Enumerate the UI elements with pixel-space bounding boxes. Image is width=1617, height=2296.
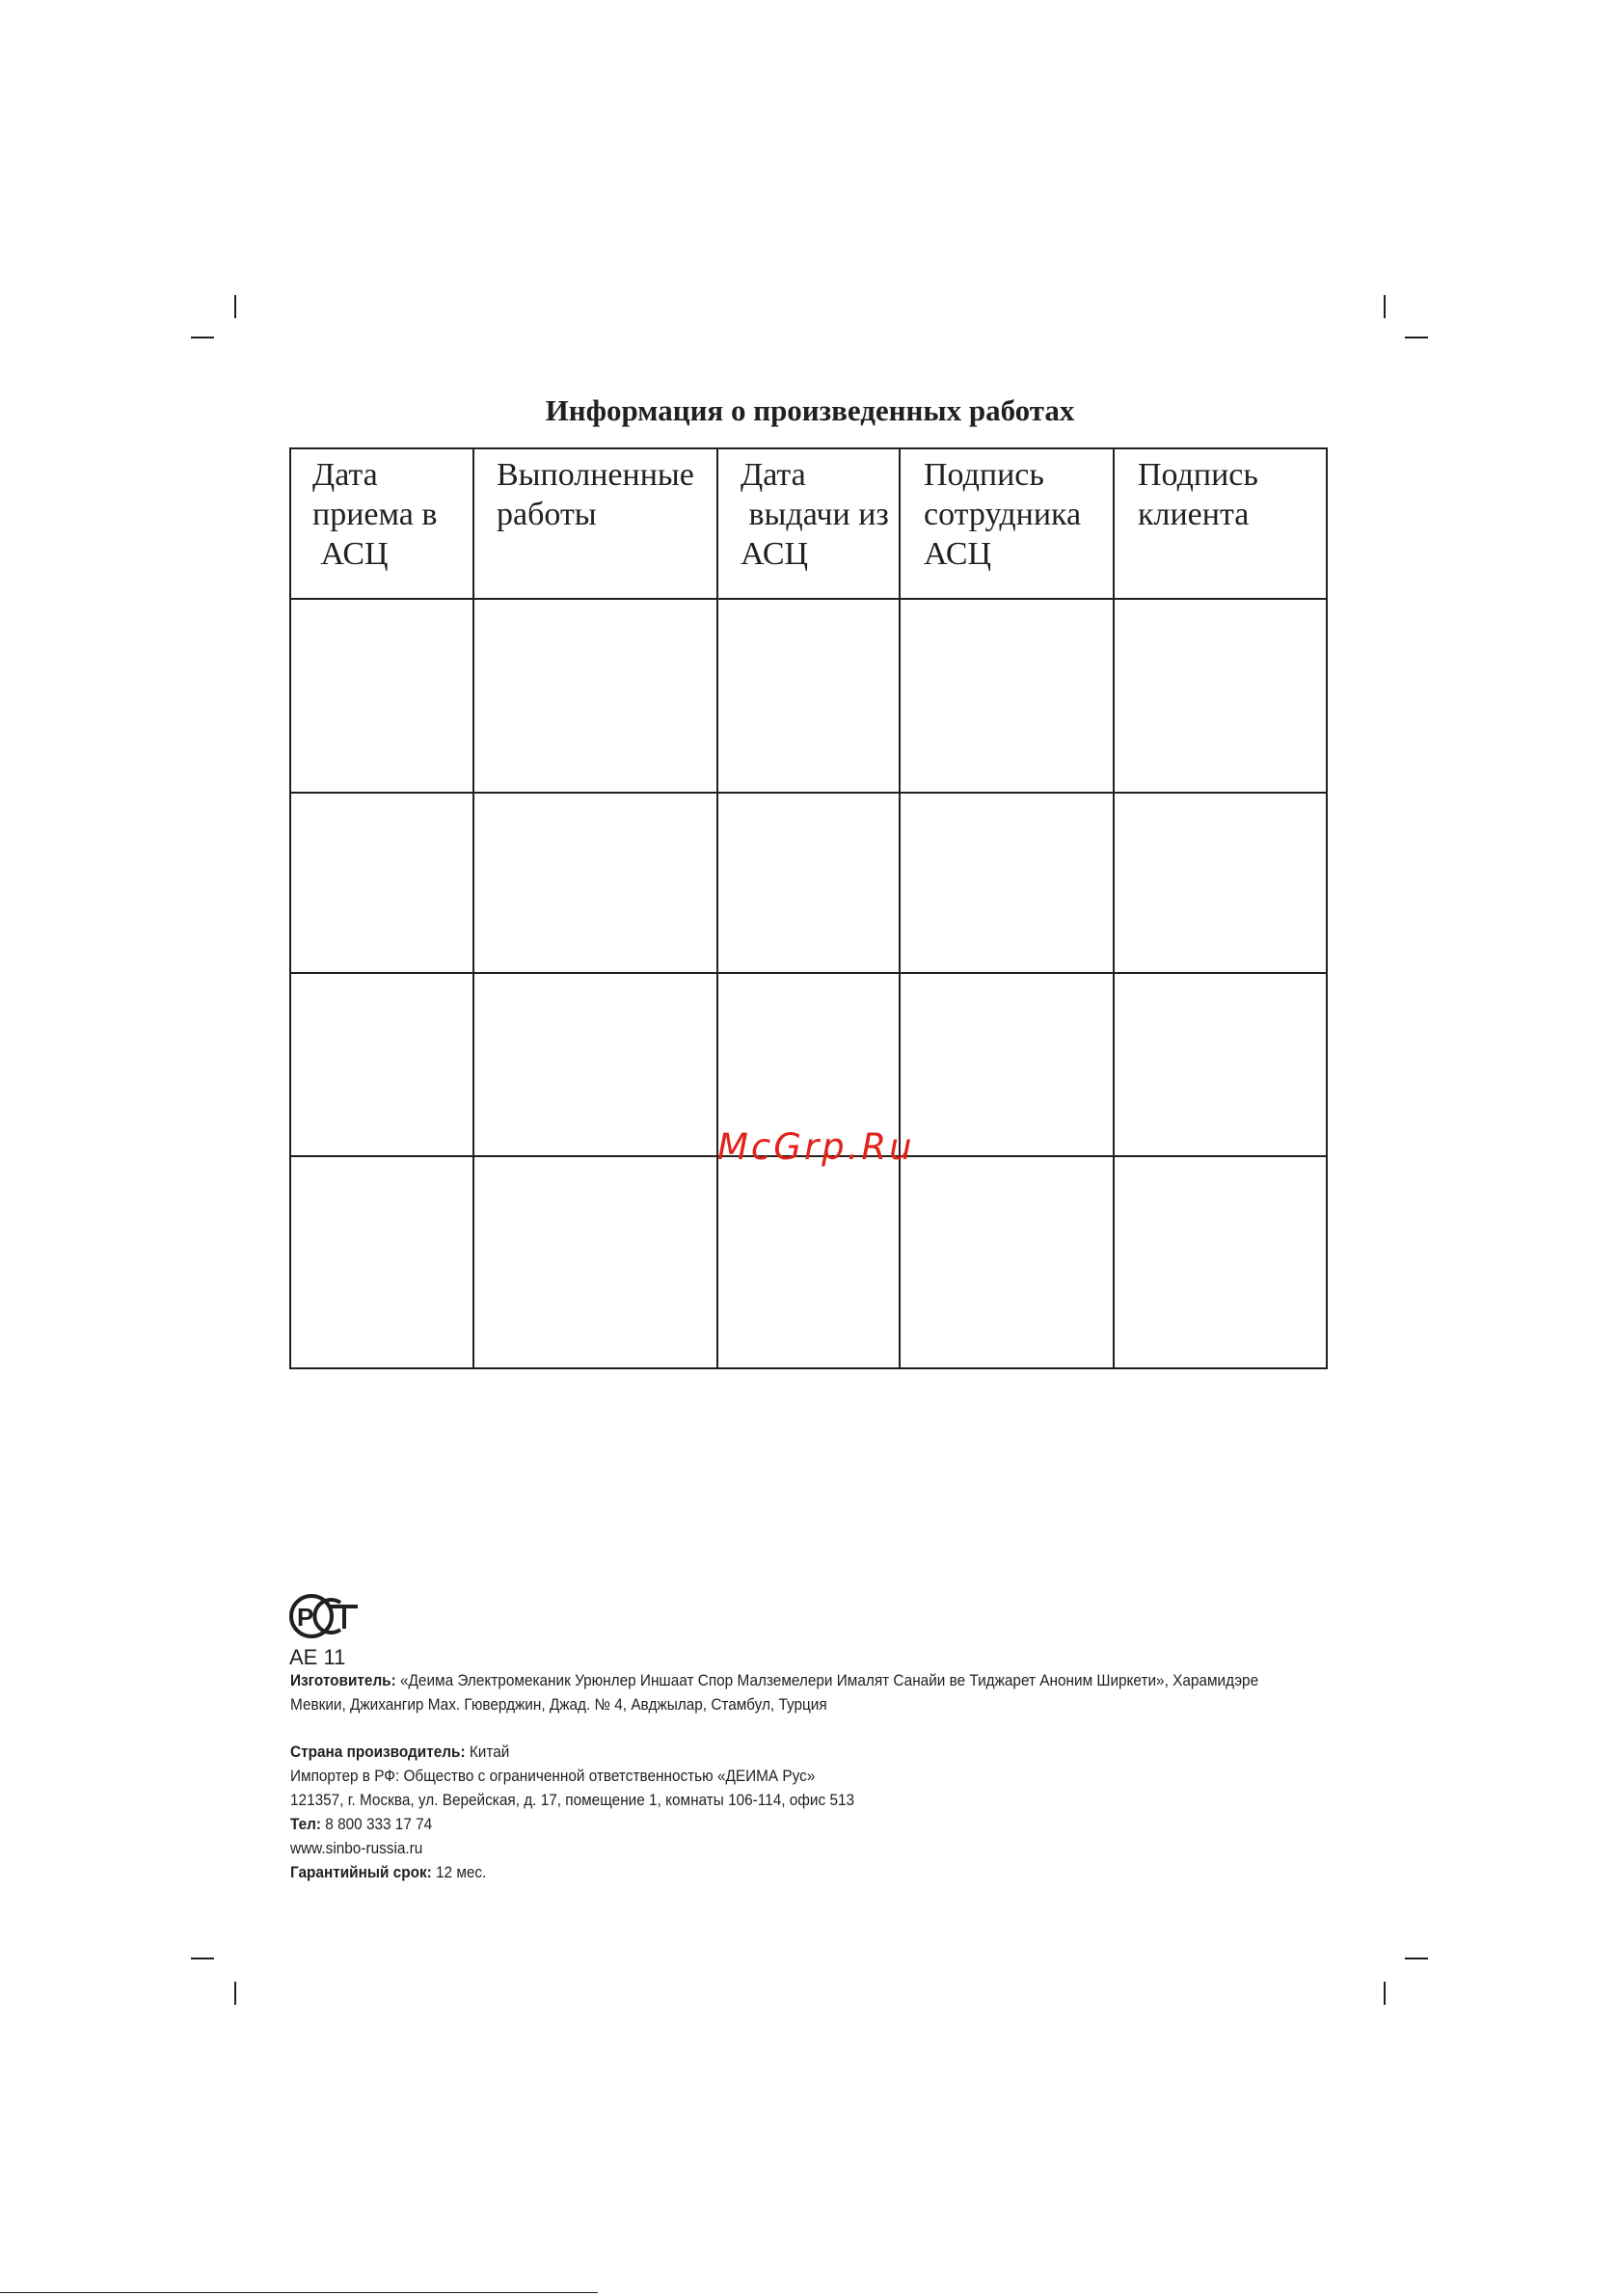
phone-label: Тел: <box>290 1816 322 1833</box>
certification-code: AE 11 <box>289 1645 346 1669</box>
header-employee-signature: Подпись сотрудника АСЦ <box>924 457 1082 572</box>
column-divider <box>899 449 901 1367</box>
importer-line: Импортер в РФ: Общество с ограниченной ответственностью «ДЕИМА Рус» <box>290 1768 816 1785</box>
phone-line <box>290 1813 1268 1837</box>
column-divider <box>716 449 718 1367</box>
page-title: Информация о произведенных работах <box>545 393 1075 427</box>
warranty-line <box>290 1861 1268 1885</box>
crop-mark-top-left-v <box>234 295 236 318</box>
crop-mark-bottom-left-h <box>191 1958 214 1959</box>
watermark: McGrp.Ru <box>717 1126 915 1168</box>
warranty-label: Гарантийный срок: <box>290 1864 432 1881</box>
crop-mark-top-left-h <box>191 337 214 338</box>
crop-mark-bottom-right-h <box>1405 1958 1428 1959</box>
pct-certification-logo <box>288 1590 360 1642</box>
manufacturer-address: Мевкии, Джихангир Мах. Гюверджин, Джад. № 4, Авджылар, Стамбул, Турция <box>290 1696 827 1714</box>
row-divider <box>291 972 1326 974</box>
crop-mark-top-right-h <box>1405 337 1428 338</box>
country-value: Китай <box>465 1743 510 1761</box>
warranty-value: 12 мес. <box>431 1864 487 1881</box>
column-divider <box>472 449 474 1367</box>
website-link[interactable]: www.sinbo-russia.ru <box>290 1840 423 1857</box>
manufacturer-info <box>290 1669 1268 1885</box>
manufacturer-line <box>290 1669 1268 1693</box>
row-divider <box>291 792 1326 794</box>
country-line <box>290 1741 1268 1765</box>
work-log-table <box>289 447 1328 1369</box>
crop-mark-bottom-right-v <box>1384 1982 1386 2005</box>
row-divider <box>291 598 1326 600</box>
footer-rule <box>0 2292 598 2293</box>
manufacturer-name: «Деима Электромеканик Урюнлер Иншаат Спор Малземелери Ималят Санайи ве Тиджарет Аноним Ширкети», Харамидэре <box>395 1672 1259 1689</box>
header-client-signature: Подпись клиента <box>1138 457 1258 532</box>
manufacturer-label: Изготовитель: <box>290 1672 396 1689</box>
country-label: Страна производитель: <box>290 1743 466 1761</box>
column-divider <box>1113 449 1115 1367</box>
crop-mark-top-right-v <box>1384 295 1386 318</box>
header-work-done: Выполненные работы <box>497 457 694 532</box>
header-date-received: Дата приема в АСЦ <box>312 457 438 572</box>
phone-value: 8 800 333 17 74 <box>321 1816 433 1833</box>
header-date-issued: Дата выдачи из АСЦ <box>741 457 889 572</box>
importer-address: 121357, г. Москва, ул. Верейская, д. 17, помещение 1, комнаты 106-114, офис 513 <box>290 1792 855 1809</box>
svg-text:Р: Р <box>297 1603 314 1632</box>
crop-mark-bottom-left-v <box>234 1982 236 2005</box>
